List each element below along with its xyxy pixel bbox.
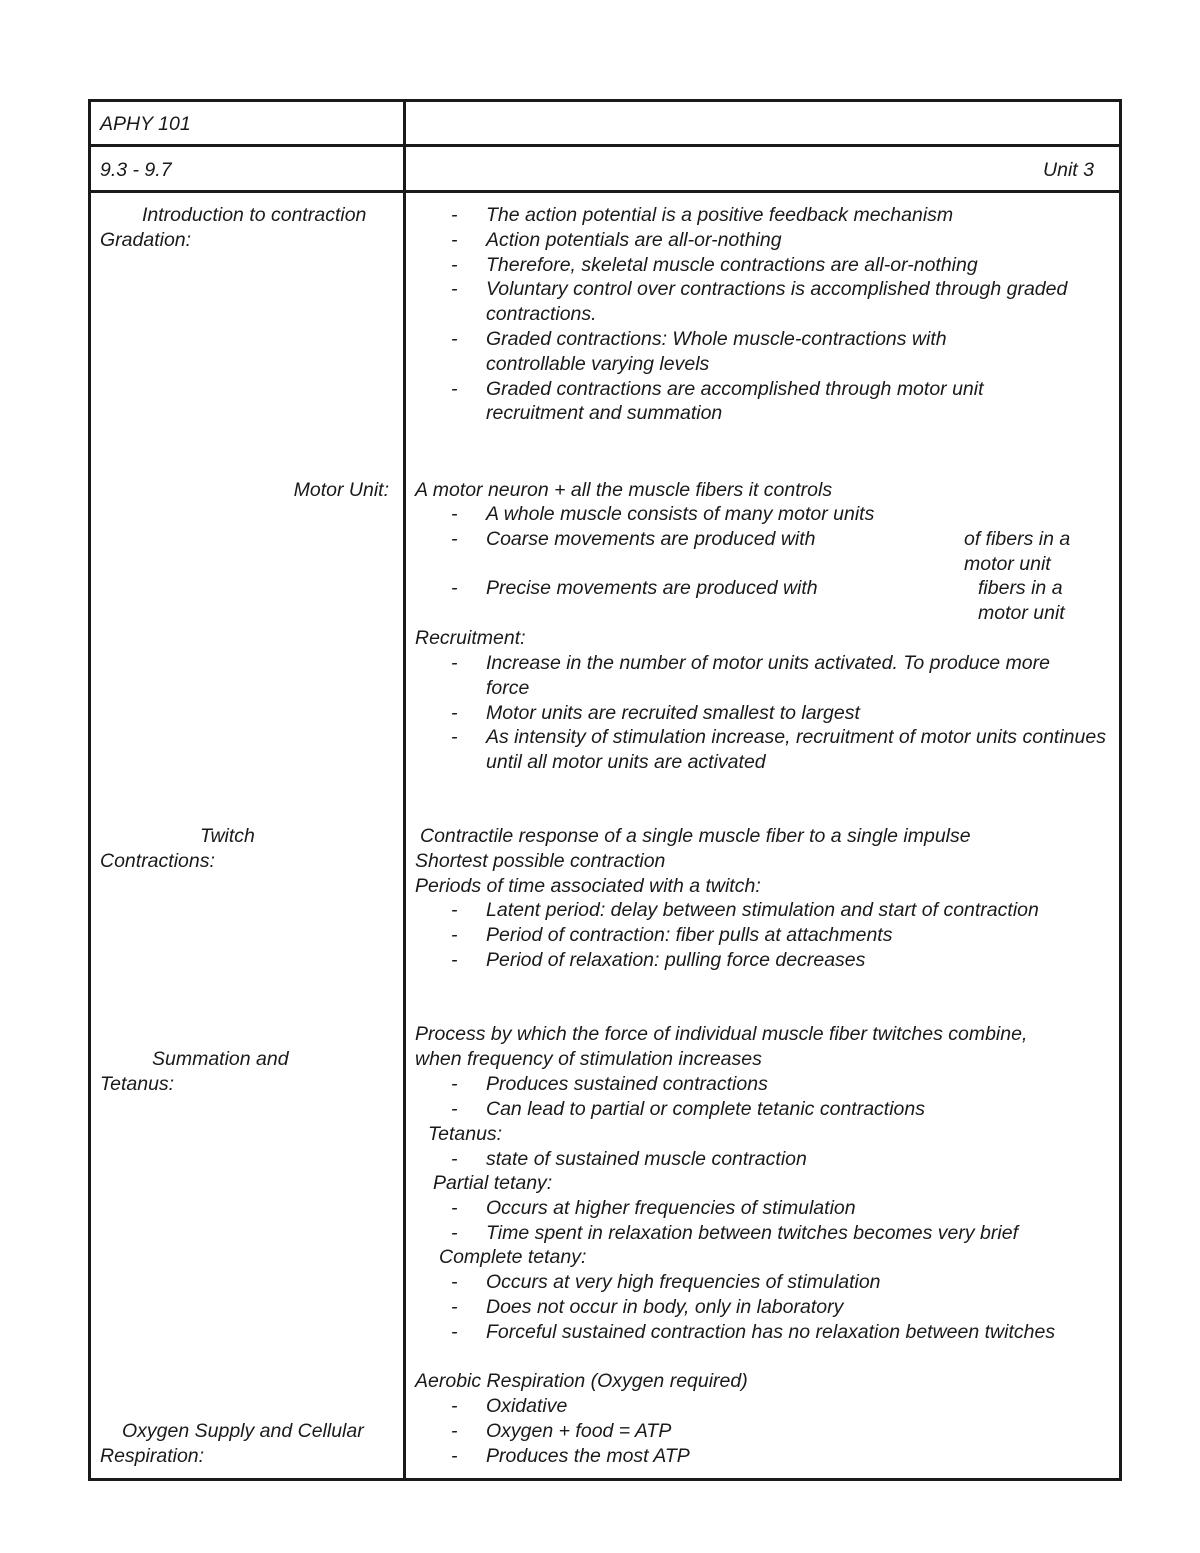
- label-tetanus: Tetanus:: [100, 1073, 175, 1095]
- intro-bullets: [451, 203, 1111, 426]
- list-item: - Action potentials are all-or-nothing: [451, 228, 782, 251]
- list-item: - Motor units are recruited smallest to largest: [451, 701, 860, 724]
- list-item: - Increase in the number of motor units activated. To produce more force: [451, 652, 1050, 699]
- label-gradation: Gradation:: [100, 229, 192, 251]
- list-item: - Time spent in relaxation between twitches becomes very brief: [451, 1221, 1018, 1244]
- list-item: - Voluntary control over contractions is accomplished through graded contractions.: [451, 278, 1068, 326]
- recruitment-bullets: [451, 651, 1111, 775]
- list-item: - Period of contraction: fiber pulls at attachments: [451, 923, 893, 946]
- column-divider: [403, 99, 406, 1481]
- label-oxygen-supply: Oxygen Supply and Cellular: [122, 1420, 364, 1442]
- twitch-bullets: [451, 898, 1111, 972]
- label-summation: Summation and: [152, 1048, 289, 1070]
- list-item: - Forceful sustained contraction has no relaxation between twitches: [451, 1320, 1056, 1343]
- list-item: - The action potential is a positive feedback mechanism: [451, 204, 954, 226]
- row-divider: [88, 144, 1122, 147]
- motor-unit-bullets: [451, 502, 1111, 626]
- list-item: - Graded contractions are accomplished through motor unit recruitment and summation: [451, 377, 984, 425]
- list-item: - Occurs at higher frequencies of stimulation: [451, 1197, 856, 1219]
- partial-tetany-bullets: [451, 1196, 1111, 1246]
- label-intro: Introduction to contraction: [142, 204, 367, 226]
- partial-tetany-heading: Partial tetany:: [433, 1172, 553, 1194]
- tetanus-bullets: [451, 1147, 1111, 1172]
- unit-label: Unit 3: [1043, 159, 1094, 181]
- list-item: - A whole muscle consists of many motor units: [451, 503, 875, 525]
- list-item: - Produces sustained contractions: [451, 1073, 768, 1095]
- twitch-line-2: Shortest possible contraction: [415, 850, 666, 872]
- twitch-line-1: Contractile response of a single muscle fiber to a single impulse: [420, 825, 971, 847]
- list-item: - Oxidative: [451, 1395, 568, 1417]
- label-contractions: Contractions:: [100, 850, 215, 872]
- complete-tetany-bullets: [451, 1270, 1111, 1344]
- summation-line-2: when frequency of stimulation increases: [415, 1048, 762, 1070]
- list-item: - Occurs at very high frequencies of stimulation: [451, 1271, 881, 1293]
- list-item: - Oxygen + food = ATP: [451, 1419, 672, 1442]
- twitch-line-3: Periods of time associated with a twitch:: [415, 875, 761, 897]
- list-item: - Does not occur in body, only in laboratory: [451, 1295, 844, 1318]
- summation-line-1: Process by which the force of individual muscle fiber twitches combine,: [415, 1023, 1028, 1045]
- list-item: - Coarse movements are produced with of fibers in a motor unit: [451, 527, 1071, 575]
- list-item: - Can lead to partial or complete tetanic contractions: [451, 1097, 925, 1120]
- list-item: - As intensity of stimulation increase, recruitment of motor units continues until all motor units are activated: [451, 726, 1106, 774]
- list-item: - state of sustained muscle contraction: [451, 1148, 807, 1170]
- motor-unit-definition: A motor neuron + all the muscle fibers it controls: [415, 479, 833, 501]
- complete-tetany-heading: Complete tetany:: [439, 1246, 587, 1268]
- list-item: - Precise movements are produced with fibers in a motor unit: [451, 577, 1065, 625]
- list-item: - Therefore, skeletal muscle contractions are all-or-nothing: [451, 253, 978, 276]
- aerobic-heading: Aerobic Respiration (Oxygen required): [415, 1370, 748, 1392]
- summation-bullets: [451, 1072, 1111, 1122]
- aerobic-bullets: [451, 1394, 1111, 1468]
- label-respiration: Respiration:: [100, 1445, 205, 1467]
- label-twitch: Twitch: [200, 825, 255, 847]
- recruitment-heading: Recruitment:: [415, 627, 526, 649]
- list-item: - Graded contractions: Whole muscle-contractions with controllable varying levels: [451, 327, 947, 375]
- list-item: - Produces the most ATP: [451, 1444, 690, 1467]
- section-range: 9.3 - 9.7: [100, 159, 172, 181]
- label-motor-unit: Motor Unit:: [293, 479, 389, 501]
- course-code: APHY 101: [100, 113, 191, 135]
- tetanus-heading: Tetanus:: [428, 1123, 503, 1145]
- row-divider: [88, 190, 1122, 193]
- list-item: - Period of relaxation: pulling force decreases: [451, 948, 866, 971]
- list-item: - Latent period: delay between stimulation and start of contraction: [451, 899, 1039, 921]
